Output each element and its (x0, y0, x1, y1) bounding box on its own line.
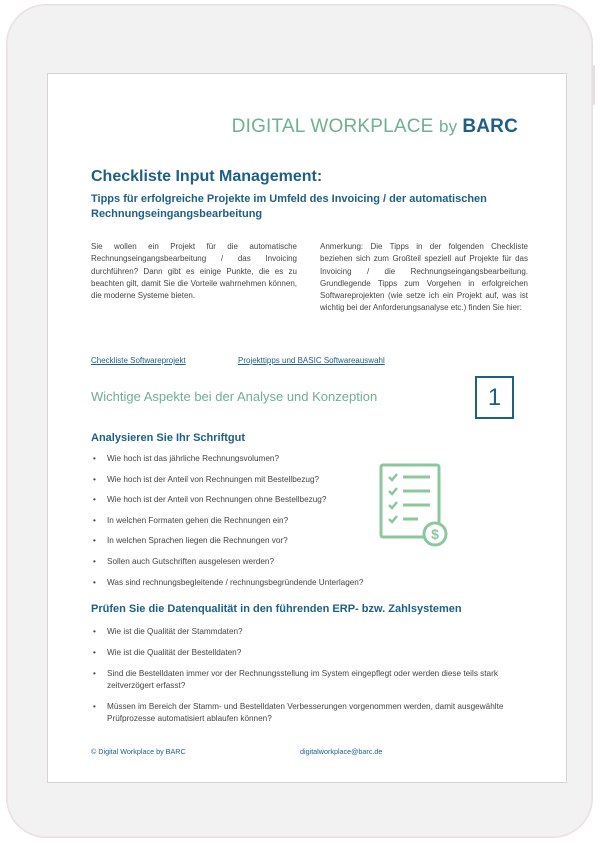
footer-copyright: © Digital Workplace by BARC (91, 747, 186, 756)
brand-barc: BARC (462, 116, 518, 137)
svg-text:$: $ (431, 526, 439, 542)
section-heading: Wichtige Aspekte bei der Analyse und Konzeption (91, 389, 378, 404)
brand-digital-workplace: DIGITAL WORKPLACE (231, 116, 440, 137)
link-projekttipps[interactable]: Projekttipps und BASIC Softwareauswahl (238, 356, 385, 365)
page-title: Checkliste Input Management: (91, 168, 323, 185)
list-item: • Wie hoch ist das jährliche Rechnungsvolumen? (91, 453, 521, 465)
document-page (47, 73, 567, 783)
note-text: Anmerkung: Die Tipps in der folgenden Checkliste beziehen sich zum Großteil speziell auf Projekte für das Invoicing / die Rechnungseingangsbearbeitung. Grundlegende Tipps zum Vorgehen in erfolgreichen Softwareprojekten (wie setze ich ein Projekt auf, was ist wichtig bei der Anforderungsanalyse etc.) finden Sie hier: (320, 242, 528, 313)
checklist-invoice-icon (378, 462, 450, 552)
link-checkliste-softwareprojekt[interactable]: Checkliste Softwareprojekt (91, 356, 186, 365)
list-item: • Wie hoch ist der Anteil von Rechnungen ohne Bestellbezug? (91, 494, 521, 506)
group1-heading: Analysieren Sie Ihr Schriftgut (91, 432, 246, 444)
list-item: • Wie hoch ist der Anteil von Rechnungen mit Bestellbezug? (91, 474, 521, 486)
footer-email[interactable]: digitalworkplace@barc.de (300, 747, 383, 756)
page-subtitle: Tipps für erfolgreiche Projekte im Umfeld des Invoicing / der automatischen Rechnungseingangsbearbeitung (91, 193, 487, 220)
section-number-badge: 1 (475, 376, 514, 419)
intro-text: Sie wollen ein Projekt für die automatische Rechnungseingangsbearbeitung / das Invoicing durchführen? Dann gibt es einige Punkte, die es zu beachten gilt, damit Sie die Vorteile wahrnehmen können, die moderne Systeme bieten. (91, 242, 297, 301)
group2-list (91, 626, 521, 734)
tablet-frame (6, 4, 593, 838)
list-item: • Sind die Bestelldaten immer vor der Rechnungsstellung im System eingepflegt oder werden diese teils stark zeitverzögert erfasst? (91, 668, 521, 692)
list-item: • Sollen auch Gutschriften ausgelesen werden? (91, 556, 521, 568)
brand-by: by (439, 117, 463, 136)
list-item: • In welchen Formaten gehen die Rechnungen ein? (91, 515, 521, 527)
brand-logo (232, 116, 518, 138)
list-item: • Müssen im Bereich der Stamm- und Bestelldaten Verbesserungen vorgenommen werden, damit ausgewählte Prüfprozesse automatisiert ablaufen können? (91, 701, 521, 725)
list-item: • In welchen Sprachen liegen die Rechnungen vor? (91, 535, 521, 547)
list-item: • Wie ist die Qualität der Bestelldaten? (91, 647, 521, 659)
group1-list (91, 453, 521, 597)
list-item: • Was sind rechnungsbegleitende / rechnungsbegründende Unterlagen? (91, 577, 521, 589)
list-item: • Wie ist die Qualität der Stammdaten? (91, 626, 521, 638)
group2-heading: Prüfen Sie die Datenqualität in den führenden ERP- bzw. Zahlsystemen (91, 603, 462, 615)
